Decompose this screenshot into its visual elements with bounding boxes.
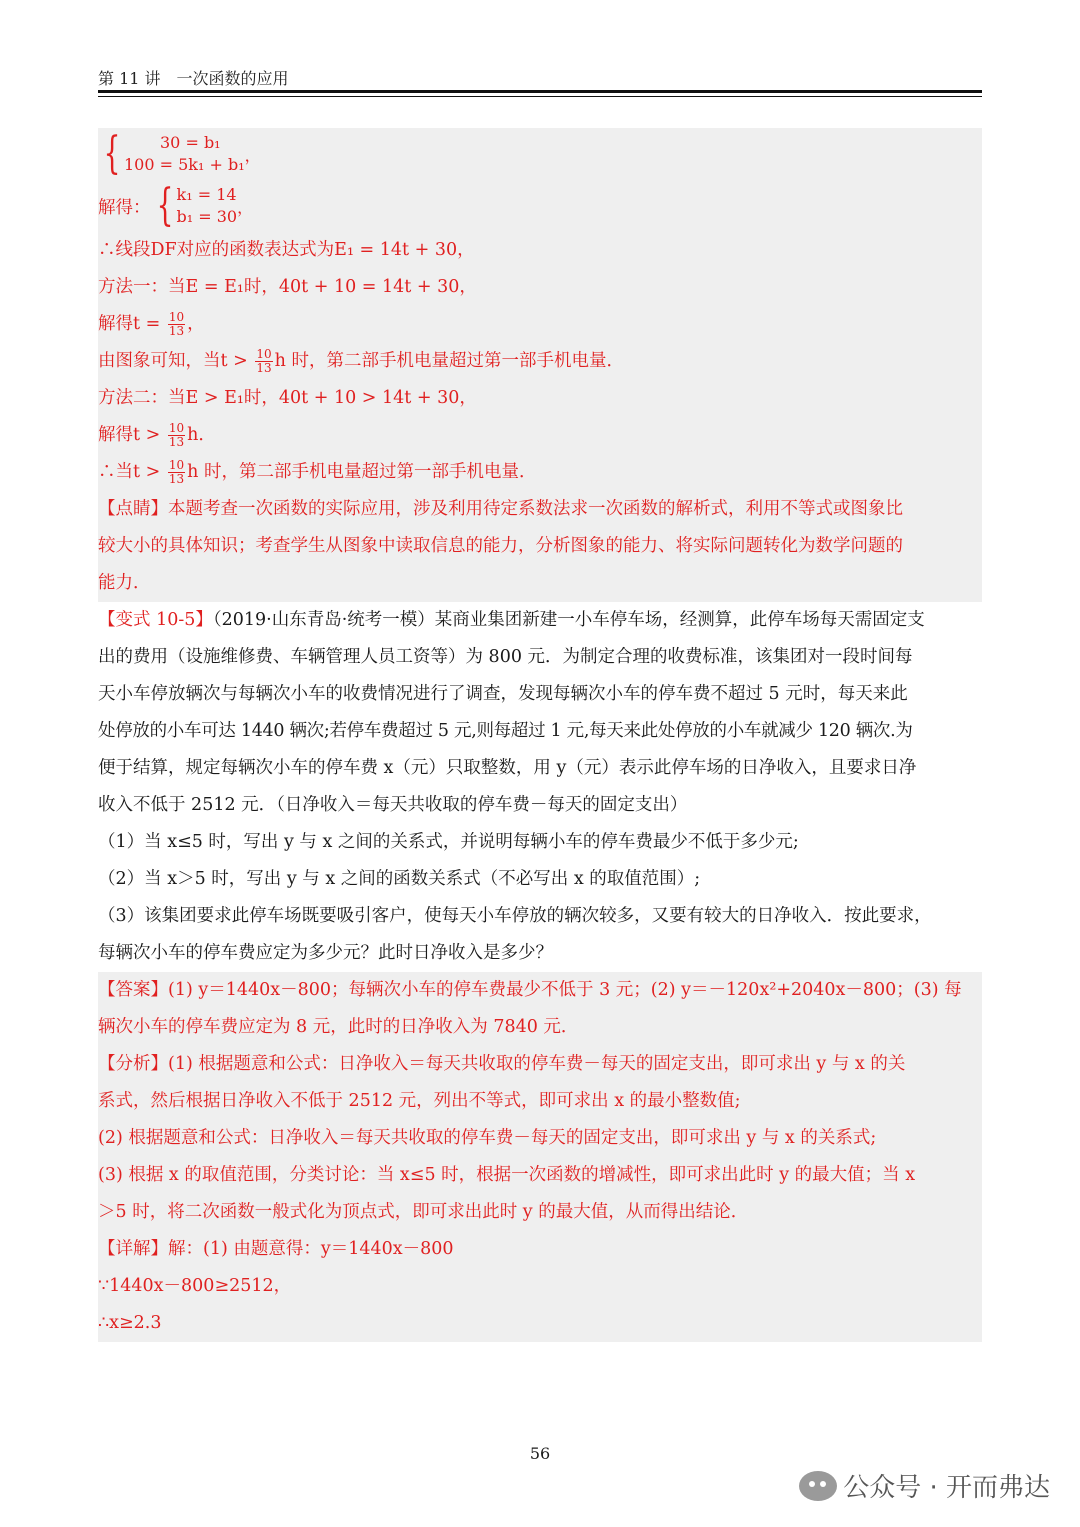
solution-line-1: ∴线段DF对应的函数表达式为E₁ = 14t + 30，: [98, 240, 475, 260]
answer-line-2: 辆次小车的停车费应定为 8 元，此时的日净收入为 7840 元．: [98, 1017, 579, 1037]
solution-line-4: [98, 343, 982, 380]
l7-post: h 时，第二部手机电量超过第一部手机电量．: [187, 462, 537, 482]
answer-block: [98, 972, 982, 1342]
problem-line-1: [98, 602, 982, 639]
answer-line-1: 【答案】(1) y＝1440x－800；每辆次小车的停车费最少不低于 3 元；(2) y＝－120x²+2040x－800；(3) 每: [98, 980, 962, 1000]
solution-line-5: 方法二：当E > E₁时，40t + 10 > 14t + 30，: [98, 388, 477, 408]
solution-line-3: [98, 306, 982, 343]
page-content: [98, 128, 982, 1342]
l6-post: h．: [187, 425, 216, 445]
detail-line-3: ∴x≥2.3: [98, 1313, 162, 1333]
watermark: [799, 1467, 1050, 1504]
sys2-tail: ，: [237, 197, 254, 217]
question-1: （1）当 x≤5 时，写出 y 与 x 之间的关系式，并说明每辆小车的停车费最少不低于多少元;: [98, 832, 799, 852]
question-3a: （3）该集团要求此停车场既要吸引客户，使每天小车停放的辆次较多，又要有较大的日净收入．按此要求，: [98, 906, 932, 926]
dianjing-line-1: 【点睛】本题考查一次函数的实际应用，涉及利用待定系数法求一次函数的解析式，利用不等式或图象比: [98, 499, 903, 519]
fraction: [168, 311, 185, 338]
problem-text-1: （2019·山东青岛·统考一模）某商业集团新建一小车停车场，经测算，此停车场每天需固定支: [212, 610, 925, 630]
solution-line-6: [98, 417, 982, 454]
detail-text-1: 解：(1) 由题意得：y＝1440x－800: [168, 1239, 454, 1259]
sys1-tail: ，: [244, 145, 261, 165]
problem-line-6: 收入不低于 2512 元．（日净收入＝每天共收取的停车费－每天的固定支出）: [98, 795, 688, 815]
sys1-row1: 30 = b₁: [160, 133, 221, 152]
problem-line-3: 天小车停放辆次与每辆次小车的收费情况进行了调查，发现每辆次小车的停车费不超过 5 元时，每天来此: [98, 684, 908, 704]
frac-den: 13: [168, 472, 185, 486]
solution-block: [98, 128, 982, 602]
detail-line-1: [98, 1231, 982, 1268]
solution-line-7: [98, 454, 982, 491]
equation-system-1: { 30 = b₁ 100 = 5k₁ + b₁ ，: [103, 128, 261, 179]
problem-line-2: 出的费用（设施维修费、车辆管理人员工资等）为 800 元．为制定合理的收费标准，该集团对一段时间每: [98, 647, 913, 667]
fraction: [168, 459, 185, 486]
sys2-row1: k₁ = 14: [176, 185, 237, 204]
wechat-icon: [799, 1471, 837, 1501]
problem-tag: 【变式 10-5】: [98, 610, 213, 630]
problem-block: [98, 602, 982, 972]
sys2-row2: b₁ = 30: [176, 207, 238, 226]
fraction: [255, 348, 272, 375]
analysis-line-2: 系式，然后根据日净收入不低于 2512 元，列出不等式，即可求出 x 的最小整数值;: [98, 1091, 741, 1111]
question-3b: 每辆次小车的停车费应定为多少元？此时日净收入是多少？: [98, 943, 553, 963]
problem-line-4: 处停放的小车可达 1440 辆次;若停车费超过 5 元,则每超过 1 元,每天来此处停放的小车就减少 120 辆次.为: [98, 721, 913, 741]
detail-label: 【详解】: [98, 1239, 168, 1259]
detail-line-2: ∵1440x－800≥2512，: [98, 1276, 292, 1296]
analysis-line-1: 【分析】(1) 根据题意和公式：日净收入＝每天共收取的停车费－每天的固定支出，即可求出 y 与 x 的关: [98, 1054, 906, 1074]
sys1-row2: 100 = 5k₁ + b₁: [124, 155, 245, 174]
frac-den: 13: [168, 324, 185, 338]
l3-post: ，: [187, 314, 205, 334]
equation-system-2: 解得： { k₁ = 14 b₁ = 30 ，: [98, 180, 254, 231]
page-number: 56: [529, 1444, 551, 1463]
l3-pre: 解得t =: [98, 314, 166, 334]
header-rule-thin: [98, 96, 982, 97]
solve-label: 解得：: [98, 197, 151, 218]
solution-line-2: 方法一：当E = E₁时，40t + 10 = 14t + 30，: [98, 277, 477, 297]
l6-pre: 解得t >: [98, 425, 166, 445]
dianjing-line-2: 较大小的具体知识；考查学生从图象中读取信息的能力，分析图象的能力、将实际问题转化为数学问题的: [98, 536, 903, 556]
dianjing-line-3: 能力．: [98, 573, 151, 593]
watermark-text: 公众号 · 开而弗达: [843, 1473, 1050, 1503]
l4-pre: 由图象可知，当t >: [98, 351, 254, 371]
analysis-line-4: (3) 根据 x 的取值范围，分类讨论：当 x≤5 时，根据一次函数的增减性，即可求出此时 y 的最大值；当 x: [98, 1165, 916, 1185]
frac-den: 13: [256, 361, 272, 375]
analysis-line-3: (2) 根据题意和公式：日净收入＝每天共收取的停车费－每天的固定支出，即可求出 y 与 x 的关系式;: [98, 1128, 877, 1148]
page-header: 第 11 讲 一次函数的应用: [98, 69, 289, 88]
frac-den: 13: [168, 435, 185, 449]
l4-post: h 时，第二部手机电量超过第一部手机电量．: [274, 351, 624, 371]
frac-num: 10: [256, 347, 272, 361]
frac-num: 10: [168, 310, 185, 324]
question-2: （2）当 x＞5 时，写出 y 与 x 之间的函数关系式（不必写出 x 的取值范围）;: [98, 869, 701, 889]
header-rule-thick: [98, 90, 982, 93]
analysis-line-5: ＞5 时，将二次函数一般式化为顶点式，即可求出此时 y 的最大值，从而得出结论．: [98, 1202, 749, 1222]
frac-num: 10: [168, 421, 185, 435]
fraction: [168, 422, 185, 449]
l7-pre: ∴当t >: [98, 462, 166, 482]
problem-line-5: 便于结算，规定每辆次小车的停车费 x（元）只取整数，用 y（元）表示此停车场的日净收入，且要求日净: [98, 758, 917, 778]
frac-num: 10: [168, 458, 185, 472]
